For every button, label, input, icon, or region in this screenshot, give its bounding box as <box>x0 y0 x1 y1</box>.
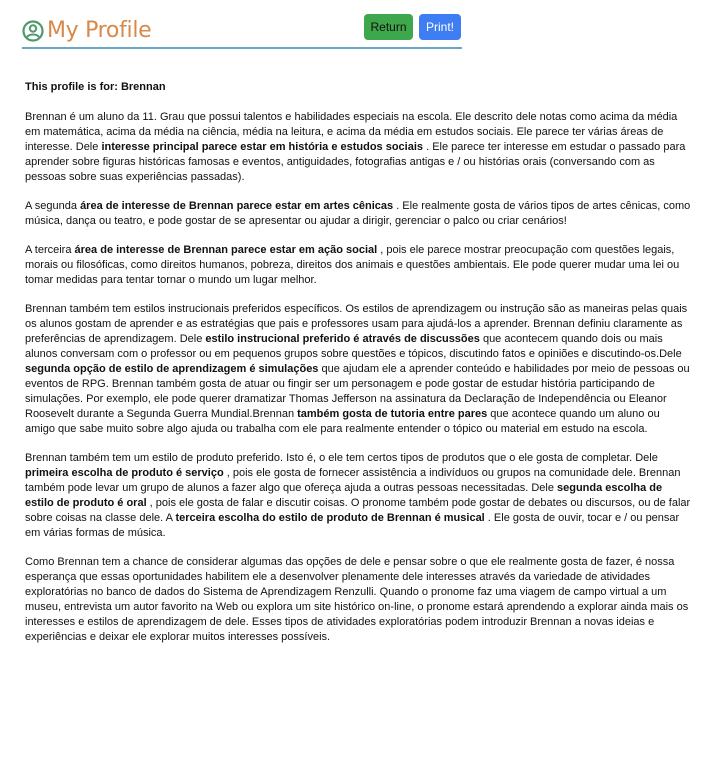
paragraph-text: , pois ele gosta de falar e discutir coisas. O pronome também pode gostar de debates ou discursos, ou de falar sobre coisas na classe dele. A <box>25 497 691 524</box>
paragraph-text: Brennan também tem estilos instrucionais preferidos específicos. Os estilos de aprendizagem ou instrução são as maneiras pelas quais os alunos gostam de aprender e as estratégias que pais e professores usam para ajudá-los a aprender. Brennan definiu claramente as preferências de aprendizagem. Dele <box>25 303 688 345</box>
highlight-text: estilo instrucional preferido é através de discussões <box>205 333 480 345</box>
profile-paragraph <box>25 451 692 541</box>
paragraph-text: A segunda <box>25 200 81 212</box>
profile-intro: This profile is for: Brennan <box>25 81 166 93</box>
paragraph-text: . Ele gosta de ouvir, tocar e / ou pensar em várias formas de música. <box>25 512 680 539</box>
paragraph-text: . Ele parece ter interesse em estudar o passado para aprender sobre figuras históricas famosas e eventos, antiguidades, fotografias antigas e / ou histórias orais (conversando com as pessoas sobre suas experiências passadas). <box>25 141 686 183</box>
paragraph-text: . Ele realmente gosta de vários tipos de artes cênicas, como música, dança ou teatro, e pode gostar de se apresentar ou ajudar a dirigir, gerenciar o palco ou criar cenários! <box>25 200 691 227</box>
highlight-text: interesse principal parece estar em história e estudos sociais <box>101 141 424 153</box>
highlight-text: área de interesse de Brennan parece estar em ação social <box>74 244 378 256</box>
highlight-text: segunda escolha de estilo de produto é oral <box>25 482 663 509</box>
highlight-text: terceira escolha do estilo de produto de Brennan é musical <box>175 512 485 524</box>
page-header <box>22 14 462 49</box>
header-title-group <box>22 18 151 43</box>
paragraph-text: , pois ele gosta de fornecer assistência a indivíduos ou grupos na comunidade dele. Brennan também pode levar um grupo de alunos a fazer algo que ofereça ajuda a outras pessoas necessitadas. Dele <box>25 467 681 494</box>
profile-paragraphs <box>25 110 692 645</box>
highlight-text: também gosta de tutoria entre pares <box>297 408 488 420</box>
paragraph-text: que acontece quando um aluno ou amigo que sabe muito sobre algo ajuda ou trabalha com ele para realmente entender o tópico ou material em estudo na escola. <box>25 408 660 435</box>
paragraph-text: Como Brennan tem a chance de considerar algumas das opções de dele e pensar sobre o que ele realmente gosta de fazer, é nossa esperança que essas oportunidades habilitem ele a desenvolver plenamente dele interesses através da variedade de atividades exploratórias no banco de dados do Sistema de Aprendizagem Renzulli. Quando o pronome faz uma viagem de campo virtual a um museu, entrevista um autor favorito na Web ou explora um site histórico on-line, o pronome estará aprendendo a explorar ainda mais os interesses e estilos de aprendizagem de dele. Esses tipos de atividades exploratórias podem introduzir Brennan a novas ideias e experiências e deixar ele explorar muitos interesses possíveis. <box>25 556 689 643</box>
profile-paragraph <box>25 110 692 185</box>
profile-content <box>25 80 692 659</box>
return-button[interactable]: Return <box>364 14 413 40</box>
profile-paragraph <box>25 243 692 288</box>
page-title: My Profile <box>47 18 152 43</box>
print-button[interactable]: Print! <box>419 14 461 40</box>
paragraph-text: , pois ele parece mostrar preocupação com questões legais, morais ou filosóficas, como direitos humanos, pobreza, direitos dos animais e questões ambientais. Ele pode querer mudar uma lei ou tomar medidas para tentar tornar o mundo um lugar melhor. <box>25 244 680 286</box>
highlight-text: área de interesse de Brennan parece estar em artes cênicas <box>80 200 394 212</box>
paragraph-text: Brennan é um aluno da 11. Grau que possui talentos e habilidades especiais na escola. Ele descrito dele notas como acima da média em matemática, acima da média na ciência, média na leitura, e acima da média em estudos sociais. Ele parece ter várias áreas de interesse. Dele <box>25 111 678 153</box>
highlight-text: segunda opção de estilo de aprendizagem é simulações <box>25 363 319 375</box>
highlight-text: primeira escolha de produto é serviço <box>25 467 224 479</box>
paragraph-text: A terceira <box>25 244 75 256</box>
profile-paragraph <box>25 199 692 229</box>
user-circle-icon <box>22 20 44 42</box>
paragraph-text: que ajudam ele a aprender conteúdo e habilidades por meio de pessoas ou eventos de RPG. Brennan também gosta de atuar ou fingir ser um personagem e pode gostar de estudar história participando de simulações. Por exemplo, ele pode querer dramatizar Thomas Jefferson na assinatura da Declaração de Independência ou Eleanor Roosevelt durante a Segunda Guerra Mundial.Brennan <box>25 363 690 420</box>
profile-paragraph <box>25 555 692 645</box>
paragraph-text: Brennan também tem um estilo de produto preferido. Isto é, o ele tem certos tipos de produtos que o ele gosta de completar. Dele <box>25 452 658 464</box>
profile-paragraph <box>25 302 692 437</box>
paragraph-text: que acontecem quando dois ou mais alunos conversam com o professor ou em pequenos grupos sobre questões e tópicos, discutindo fatos e opiniões e discutindo-os.Dele <box>25 333 682 360</box>
